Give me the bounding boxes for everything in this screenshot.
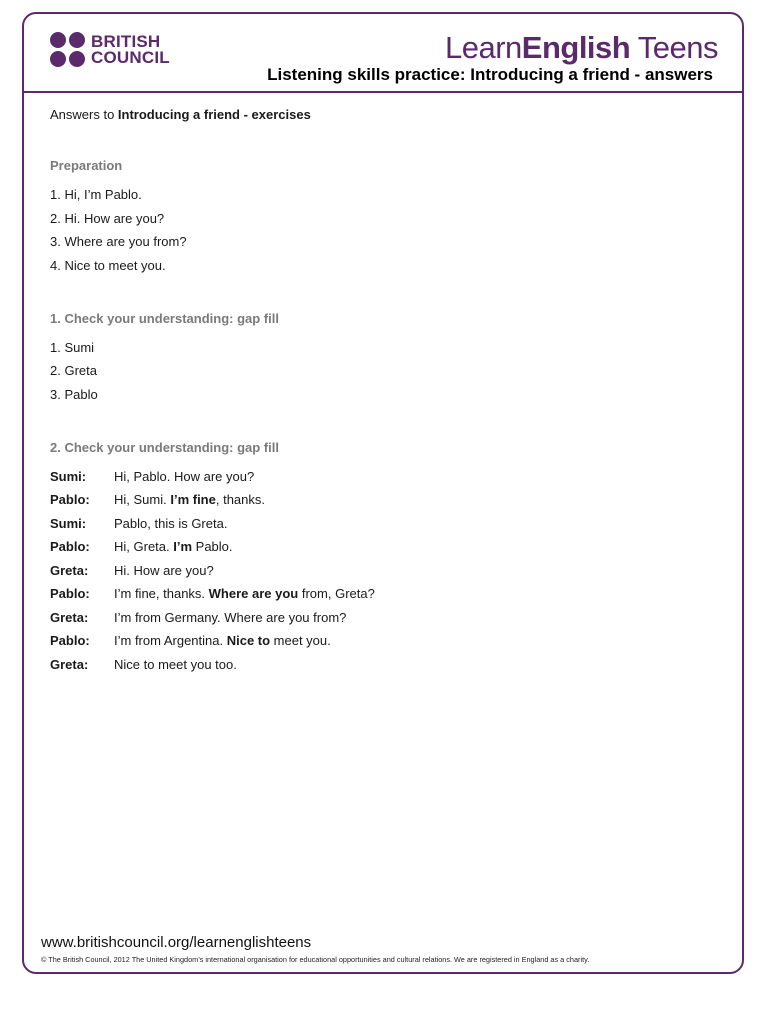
dialogue-segment: Pablo. xyxy=(192,539,233,554)
dialogue-row xyxy=(50,585,710,603)
logo-line-1: BRITISH xyxy=(91,31,161,51)
dialogue-row xyxy=(50,515,710,533)
brand-english: English xyxy=(521,30,631,65)
answer-text: Where are you xyxy=(208,586,299,601)
speaker-label: Greta: xyxy=(50,562,89,578)
intro-prefix: Answers to xyxy=(50,107,118,122)
dialogue-segment: Nice to meet you too. xyxy=(114,656,237,672)
dialogue-segment: Hi. How are you? xyxy=(114,562,214,578)
speaker-label: Greta: xyxy=(50,656,89,672)
dialogue-segment: from, Greta? xyxy=(298,586,375,601)
list-item: 2. Greta xyxy=(50,363,97,378)
list-item: 4. Nice to meet you. xyxy=(50,257,166,273)
dialogue-segment: Hi, Sumi. xyxy=(114,492,171,507)
dialogue-text xyxy=(114,538,233,556)
dialogue-segment: Hi, Pablo. How are you? xyxy=(114,468,255,484)
intro-exercise-name: Introducing a friend - exercises xyxy=(117,107,311,122)
section-1-list xyxy=(50,339,710,404)
answer-text: Nice to xyxy=(226,633,271,648)
logo-line-2: COUNCIL xyxy=(91,47,170,67)
answer-text: I’m fine xyxy=(170,492,216,507)
section-2-title: 2. Check your understanding: gap fill xyxy=(50,439,279,455)
list-item: 1. Hi, I’m Pablo. xyxy=(50,187,142,202)
dialogue-list xyxy=(50,468,710,674)
brand-teens: Teens xyxy=(630,30,718,65)
dialogue-text xyxy=(114,468,254,486)
dialogue-segment: I’m fine, thanks. xyxy=(114,586,209,601)
list-item: 3. Pablo xyxy=(50,386,98,402)
dialogue-row xyxy=(50,609,710,627)
british-council-logo xyxy=(50,32,170,67)
dialogue-segment: meet you. xyxy=(270,633,331,648)
dialogue-segment: , thanks. xyxy=(215,492,265,507)
dialogue-segment: Pablo, this is Greta. xyxy=(114,515,228,531)
logo-dots-icon xyxy=(50,32,85,67)
answers-content xyxy=(50,106,710,679)
page-title: Listening skills practice: Introducing a friend - answers xyxy=(267,65,713,84)
speaker-label: Sumi: xyxy=(50,515,87,531)
dialogue-text xyxy=(114,609,346,627)
list-item: 3. Where are you from? xyxy=(50,234,187,249)
dialogue-row xyxy=(50,562,710,580)
dialogue-text xyxy=(114,632,331,650)
header-divider xyxy=(22,91,744,93)
dialogue-row xyxy=(50,491,710,509)
dialogue-row xyxy=(50,656,710,674)
dialogue-text xyxy=(114,515,227,533)
dialogue-segment: I’m from Germany. Where are you from? xyxy=(114,609,347,625)
dialogue-text xyxy=(114,656,237,674)
footer-url: www.britishcouncil.org/learnenglishteens xyxy=(41,934,312,951)
speaker-label: Pablo: xyxy=(50,633,90,648)
dialogue-text xyxy=(114,562,214,580)
answer-text: I’m xyxy=(173,539,193,554)
speaker-label: Sumi: xyxy=(50,468,87,484)
speaker-label: Pablo: xyxy=(50,539,90,554)
brand-learn: Learn xyxy=(444,30,522,65)
preparation-list xyxy=(50,186,710,275)
preparation-title: Preparation xyxy=(50,158,123,173)
dialogue-row xyxy=(50,632,710,650)
speaker-label: Greta: xyxy=(50,609,89,625)
list-item: 2. Hi. How are you? xyxy=(50,210,165,226)
intro-line xyxy=(50,106,710,124)
dialogue-row xyxy=(50,538,710,556)
dialogue-segment: Hi, Greta. xyxy=(114,539,174,554)
footer-copyright: © The British Council, 2012 The United Kingdom’s international organisation for educational opportunities and cultural relations. We are registered in England as a charity. xyxy=(41,955,590,964)
dialogue-text xyxy=(114,585,375,603)
list-item: 1. Sumi xyxy=(50,339,95,355)
dialogue-segment: I’m from Argentina. xyxy=(114,633,227,648)
dialogue-text xyxy=(114,491,265,509)
dialogue-row xyxy=(50,468,710,486)
learnenglish-teens-logo xyxy=(445,30,718,66)
speaker-label: Pablo: xyxy=(50,492,90,507)
speaker-label: Pablo: xyxy=(50,586,90,601)
section-1-title: 1. Check your understanding: gap fill xyxy=(50,310,279,326)
